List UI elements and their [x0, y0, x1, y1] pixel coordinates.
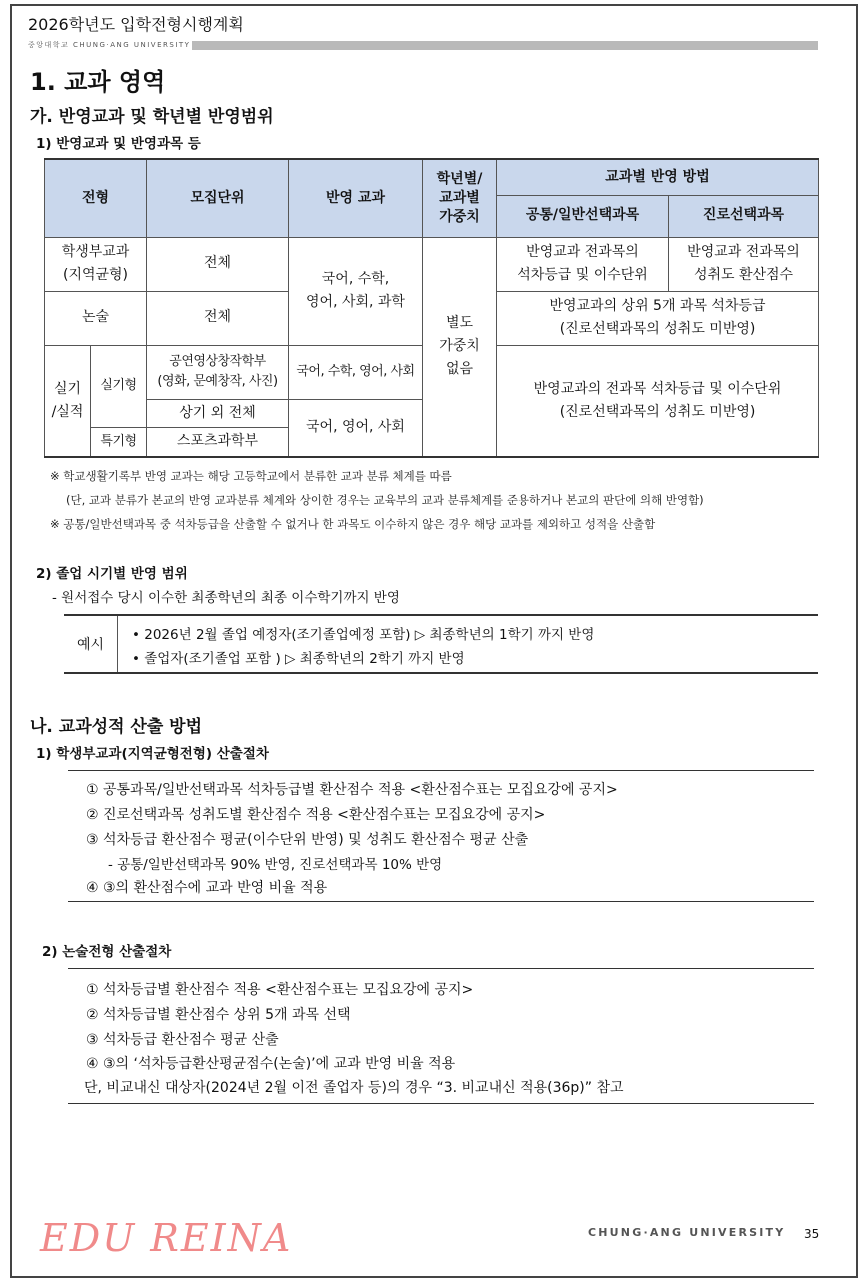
procedure-box-student-record [68, 770, 814, 902]
example-item: • 2026년 2월 졸업 예정자(조기졸업예정 포함) ▷ 최종학년의 1학기 까지 반영 [132, 627, 595, 643]
procedure-step: ① 석차등급별 환산점수 적용 <환산점수표는 모집요강에 공지> [86, 982, 474, 998]
header-career-subjects: 진로선택과목 [669, 195, 819, 237]
university-mark: 중앙대학교 CHUNG·ANG UNIVERSITY [28, 41, 191, 49]
subsection-b-title: 나. 교과성적 산출 방법 [30, 717, 203, 737]
header-rule [192, 41, 818, 50]
procedure-footnote: 단, 비교내신 대상자(2024년 2월 이전 졸업자 등)의 경우 “3. 비교내신 적용(36p)” 참고 [84, 1080, 624, 1096]
watermark-logo: EDU REINA [40, 1216, 293, 1260]
subsection-a-title: 가. 반영교과 및 학년별 반영범위 [30, 107, 274, 127]
document-header-title: 2026학년도 입학전형시행계획 [28, 15, 244, 34]
subsection-a2-title: 2) 졸업 시기별 반영 범위 [36, 566, 188, 582]
header-recruit-unit: 모집단위 [147, 159, 289, 237]
procedure-step: ④ ③의 환산점수에 교과 반영 비율 적용 [86, 880, 328, 896]
procedure-step: ③ 석차등급 환산점수 평균(이수단위 반영) 및 성취도 환산점수 평균 산출 [86, 832, 529, 848]
procedure-substep: - 공통/일반선택과목 90% 반영, 진로선택과목 10% 반영 [108, 857, 443, 873]
note-line: ※ 공통/일반선택과목 중 석차등급을 산출할 수 없거나 한 과목도 이수하지 않은 경우 해당 교과를 제외하고 성적을 산출함 [50, 517, 656, 531]
note-line: ※ 학교생활기록부 반영 교과는 해당 고등학교에서 분류한 교과 분류 체계를 따름 [50, 469, 452, 483]
example-label: 예시 [64, 616, 118, 672]
row-sports-unit: 스포츠과학부 [147, 427, 289, 457]
row-film-arts-subjects: 국어, 수학, 영어, 사회 [289, 345, 423, 399]
row-essay-type: 논술 [45, 291, 147, 345]
graduation-description: - 원서접수 당시 이수한 최종학년의 최종 이수학기까지 반영 [52, 590, 400, 606]
header-method: 교과별 반영 방법 [497, 159, 819, 195]
procedure-step: ④ ③의 ‘석차등급환산평균점수(논술)’에 교과 반영 비율 적용 [86, 1056, 456, 1072]
header-subjects: 반영 교과 [289, 159, 423, 237]
header-admission-type: 전형 [45, 159, 147, 237]
note-line: (단, 교과 분류가 본교의 반영 교과분류 체계와 상이한 경우는 교육부의 교과 분류체계를 준용하거나 본교의 판단에 의해 반영함) [66, 493, 704, 507]
row-practical-subjects-3: 국어, 영어, 사회 [289, 399, 423, 457]
row-student-record-common: 반영교과 전과목의 석차등급 및 이수단위 [497, 237, 669, 291]
row-essay-method: 반영교과의 상위 5개 과목 석차등급 (진로선택과목의 성취도 미반영) [497, 291, 819, 345]
procedure-step: ③ 석차등급 환산점수 평균 산출 [86, 1032, 279, 1048]
procedure-step: ② 진로선택과목 성취도별 환산점수 적용 <환산점수표는 모집요강에 공지> [86, 807, 546, 823]
header-common-subjects: 공통/일반선택과목 [497, 195, 669, 237]
page-number: 35 [804, 1227, 820, 1241]
procedure-step: ① 공통과목/일반선택과목 석차등급별 환산점수 적용 <환산점수표는 모집요강에 공지> [86, 782, 618, 798]
row-practical-subtype-a: 실기형 [91, 345, 147, 427]
row-practical-subtype-b: 특기형 [91, 427, 147, 457]
subsection-b1-title: 1) 학생부교과(지역균형전형) 산출절차 [36, 746, 269, 762]
row-student-record-career: 반영교과 전과목의 성취도 환산점수 [669, 237, 819, 291]
footer-university-name: CHUNG·ANG UNIVERSITY [588, 1226, 786, 1239]
procedure-step: ② 석차등급별 환산점수 상위 5개 과목 선택 [86, 1007, 351, 1023]
weight-none-cell: 별도 가중치 없음 [423, 237, 497, 457]
row-film-arts-unit: 공연영상창작학부 (영화, 문예창작, 사진) [147, 345, 289, 399]
procedure-box-essay [68, 968, 814, 1104]
subsection-b2-title: 2) 논술전형 산출절차 [42, 944, 172, 960]
row-student-record-unit: 전체 [147, 237, 289, 291]
row-practical-method: 반영교과의 전과목 석차등급 및 이수단위 (진로선택과목의 성취도 미반영) [497, 345, 819, 457]
header-weight: 학년별/ 교과별 가중치 [423, 159, 497, 237]
row-student-record-type: 학생부교과 (지역균형) [45, 237, 147, 291]
row-subjects-5: 국어, 수학, 영어, 사회, 과학 [289, 237, 423, 345]
subsection-a1-title: 1) 반영교과 및 반영과목 등 [36, 136, 201, 152]
example-box [64, 614, 818, 674]
row-practical-type: 실기 /실적 [45, 345, 91, 457]
row-essay-unit: 전체 [147, 291, 289, 345]
example-item: • 졸업자(조기졸업 포함 ) ▷ 최종학년의 2학기 까지 반영 [132, 651, 465, 667]
section-title: 1. 교과 영역 [30, 68, 166, 96]
subject-table [44, 158, 819, 458]
row-others-unit: 상기 외 전체 [147, 399, 289, 427]
